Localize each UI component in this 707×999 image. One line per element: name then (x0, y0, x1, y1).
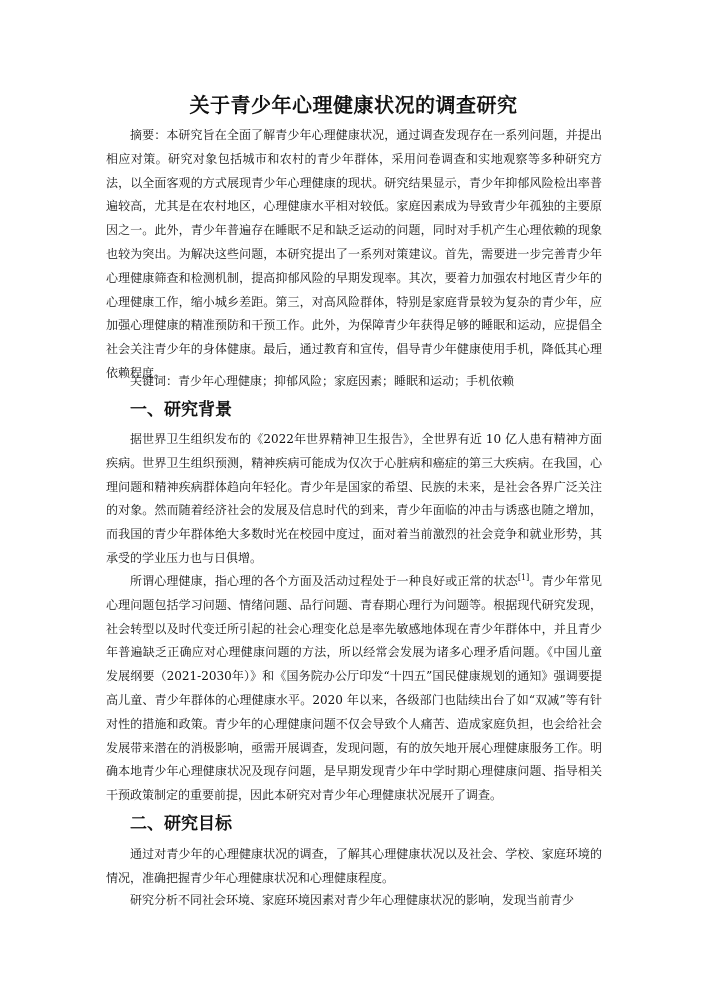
background-paragraph-1: 据世界卫生组织发布的《2022年世界精神卫生报告》，全世界有近 10 亿人患有精神方面疾病。世界卫生组织预测，精神疾病可能成为仅次于心脏病和癌症的第三大疾病。在我国，心理问题和精神疾病群体趋向年轻化。青少年是国家的希望、民族的未来，是社会各界广泛关注的对象。然而随着经济社会的发展及信息时代的到来，青少年面临的冲击与诱惑也随之增加，而我国的青少年群体绝大多数时光在校园中度过，面对着当前激烈的社会竞争和就业形势，其承受的学业压力也与日俱增。 (106, 432, 602, 565)
objectives-paragraph-2: 研究分析不同社会环境、家庭环境因素对青少年心理健康状况的影响，发现当前青少 (130, 893, 575, 907)
citation-reference: [1] (517, 573, 530, 582)
section-heading-background: 一、研究背景 (130, 400, 232, 420)
keywords-line: 关键词：青少年心理健康；抑郁风险；家庭因素；睡眠和运动；手机依赖 (130, 374, 515, 388)
objectives-paragraph-1: 通过对青少年的心理健康状况的调查，了解其心理健康状况以及社会、学校、家庭环境的情况，准确把握青少年心理健康状况和心理健康程度。 (106, 847, 602, 885)
section-heading-objectives: 二、研究目标 (130, 814, 232, 834)
background-paragraph-2-text-b: 。青少年常见心理问题包括学习问题、情绪问题、品行问题、青春期心理行为问题等。根据现代研究发现，社会转型以及时代变迁所引起的社会心理变化总是率先敏感地体现在青少年群体中，并且青少年普遍缺乏正确应对心理健康问题的方法，所以经常会发展为诸多心理矛盾问题。《中国儿童发展纲要（2021-2030年）》和《国务院办公厅印发“十四五”国民健康规划的通知》强调要提高儿童、青少年群体的心理健康水平。2020 年以来，各级部门也陆续出台了如“双减”等有针对性的措施和政策。青少年的心理健康问题不仅会导致个人痛苦、造成家庭负担，也会给社会发展带来潜在的消极影响，亟需开展调查，发现问题，有的放矢地开展心理健康服务工作。明确本地青少年心理健康状况及现存问题，是早期发现青少年中学时期心理健康问题、指导相关干预政策制定的重要前提，因此本研究对青少年心理健康状况展开了调查。 (106, 574, 602, 803)
abstract-paragraph: 摘要：本研究旨在全面了解青少年心理健康状况，通过调查发现存在一系列问题，并提出相应对策。研究对象包括城市和农村的青少年群体，采用问卷调查和实地观察等多种研究方法，以全面客观的方式展现青少年心理健康的现状。研究结果显示，青少年抑郁风险检出率普遍较高，尤其是在农村地区，心理健康水平相对较低。家庭因素成为导致青少年孤独的主要原因之一。此外，青少年普遍存在睡眠不足和缺乏运动的问题，同时对手机产生心理依赖的现象也较为突出。为解决这些问题，本研究提出了一系列对策建议。首先，需要进一步完善青少年心理健康筛查和检测机制，提高抑郁风险的早期发现率。其次，要着力加强农村地区青少年的心理健康工作，缩小城乡差距。第三，对高风险群体，特别是家庭背景较为复杂的青少年，应加强心理健康的精准预防和干预工作。此外，为保障青少年获得足够的睡眠和运动，应提倡全社会关注青少年的身体健康。最后，通过教育和宣传，倡导青少年健康使用手机，降低其心理依赖程度。 (106, 128, 602, 380)
background-paragraph-2-text-a: 所谓心理健康，指心理的各个方面及活动过程处于一种良好或正常的状态 (130, 574, 518, 588)
background-paragraph-2 (106, 570, 602, 808)
document-title: 关于青少年心理健康状况的调查研究 (189, 93, 518, 117)
